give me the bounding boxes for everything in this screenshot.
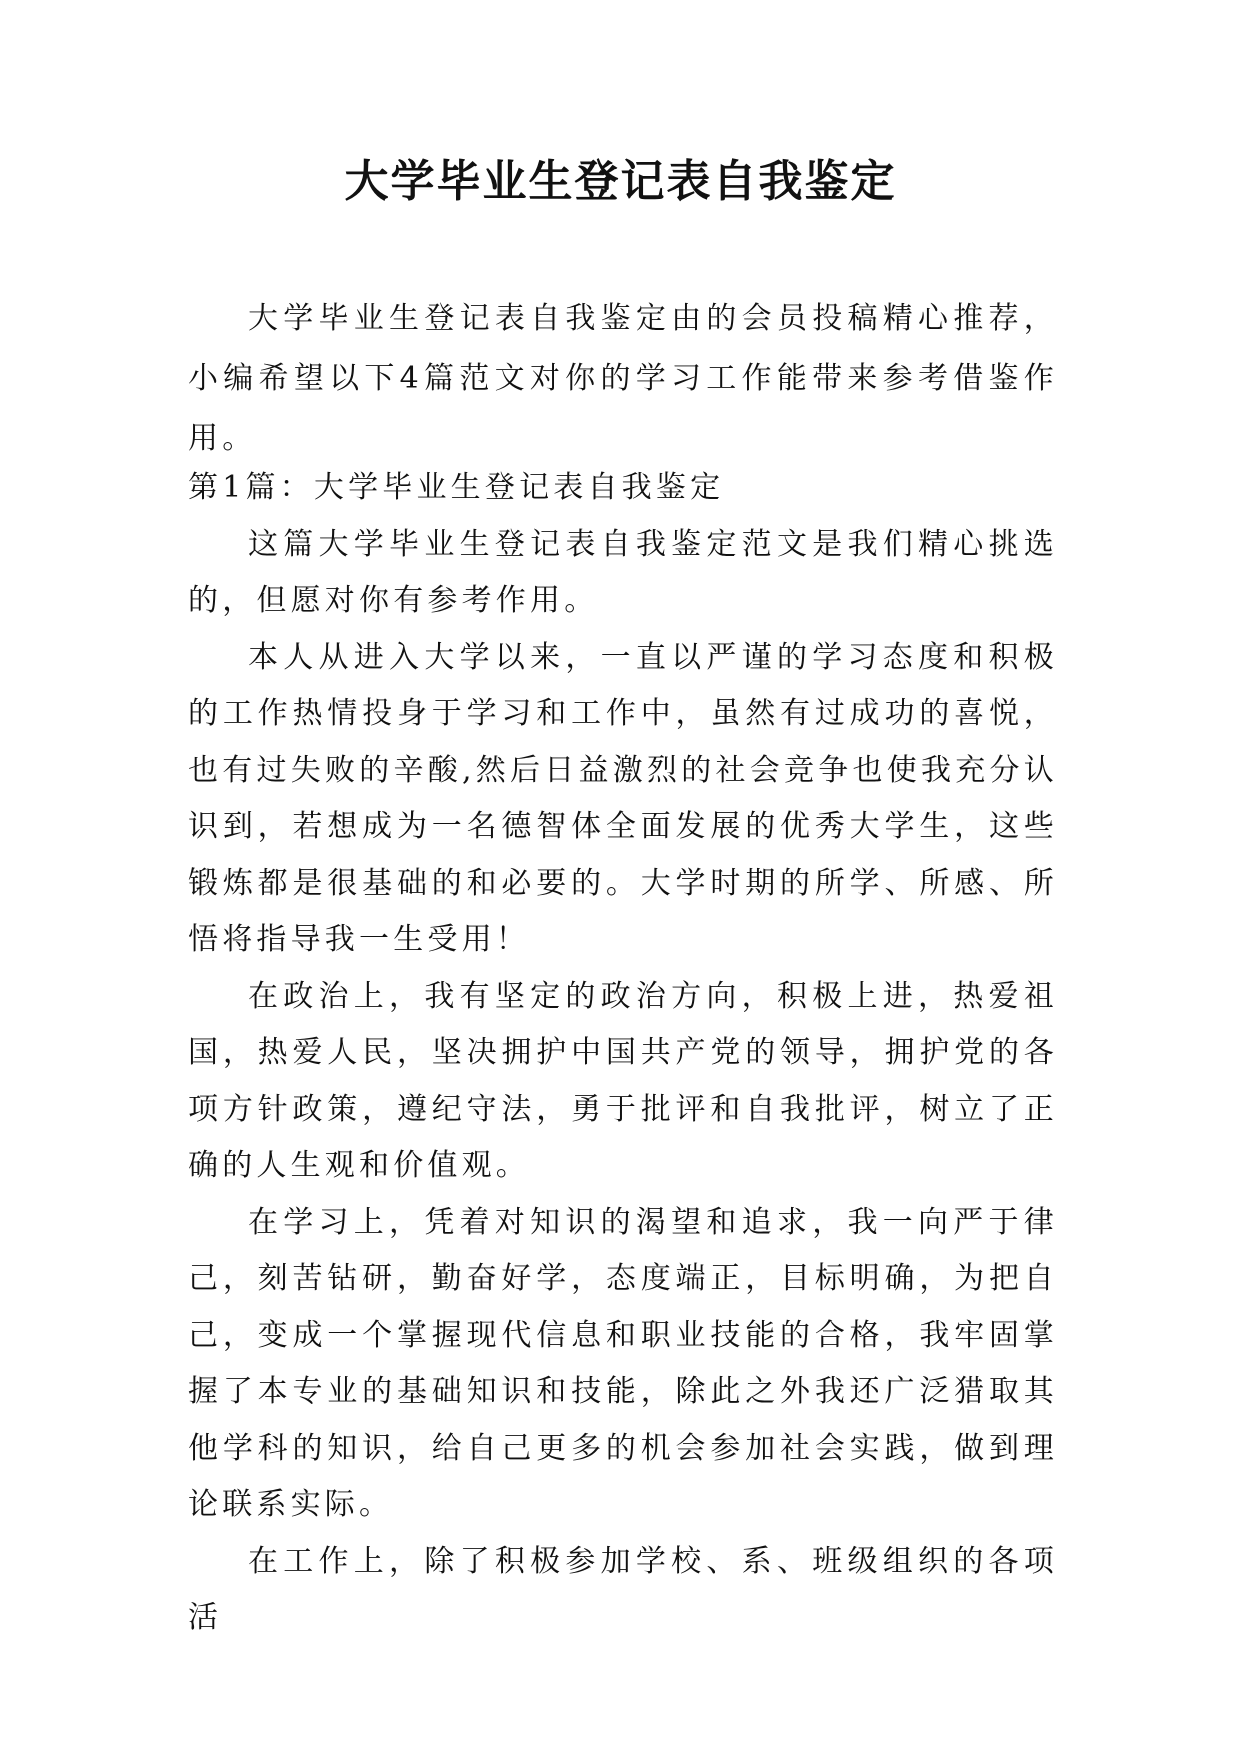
paragraph-1: 这篇大学毕业生登记表自我鉴定范文是我们精心挑选的，但愿对你有参考作用。 <box>188 526 1058 618</box>
paragraph-2: 本人从进入大学以来，一直以严谨的学习态度和积极的工作热情投身于学习和工作中，虽然有过成功的喜悦，也有过失败的辛酸,然后日益激烈的社会竞争也使我充分认识到，若想成为一名德智体全面发展的优秀大学生，这些锻炼都是很基础的和必要的。大学时期的所学、所感、所悟将指导我一生受用！ <box>188 639 1058 957</box>
page-title: 大学毕业生登记表自我鉴定 <box>344 156 897 207</box>
paragraph-4: 在学习上，凭着对知识的渴望和追求，我一向严于律己，刻苦钻研，勤奋好学，态度端正，目标明确，为把自己，变成一个掌握现代信息和职业技能的合格，我牢固掌握了本专业的基础知识和技能，除此之外我还广泛猎取其他学科的知识，给自己更多的机会参加社会实践，做到理论联系实际。 <box>188 1204 1058 1522</box>
article-body <box>188 460 1058 1647</box>
paragraph-3: 在政治上，我有坚定的政治方向，积极上进，热爱祖国，热爱人民，坚决拥护中国共产党的领导，拥护党的各项方针政策，遵纪守法，勇于批评和自我批评，树立了正确的人生观和价值观。 <box>188 978 1058 1183</box>
intro-paragraph: 大学毕业生登记表自我鉴定由的会员投稿精心推荐，小编希望以下4篇范文对你的学习工作能带来参考借鉴作用。 <box>188 301 1058 456</box>
paragraph-5: 在工作上，除了积极参加学校、系、班级组织的各项活 <box>188 1543 1058 1635</box>
section-heading: 第1篇：大学毕业生登记表自我鉴定 <box>188 470 725 505</box>
intro-block <box>188 289 1058 469</box>
